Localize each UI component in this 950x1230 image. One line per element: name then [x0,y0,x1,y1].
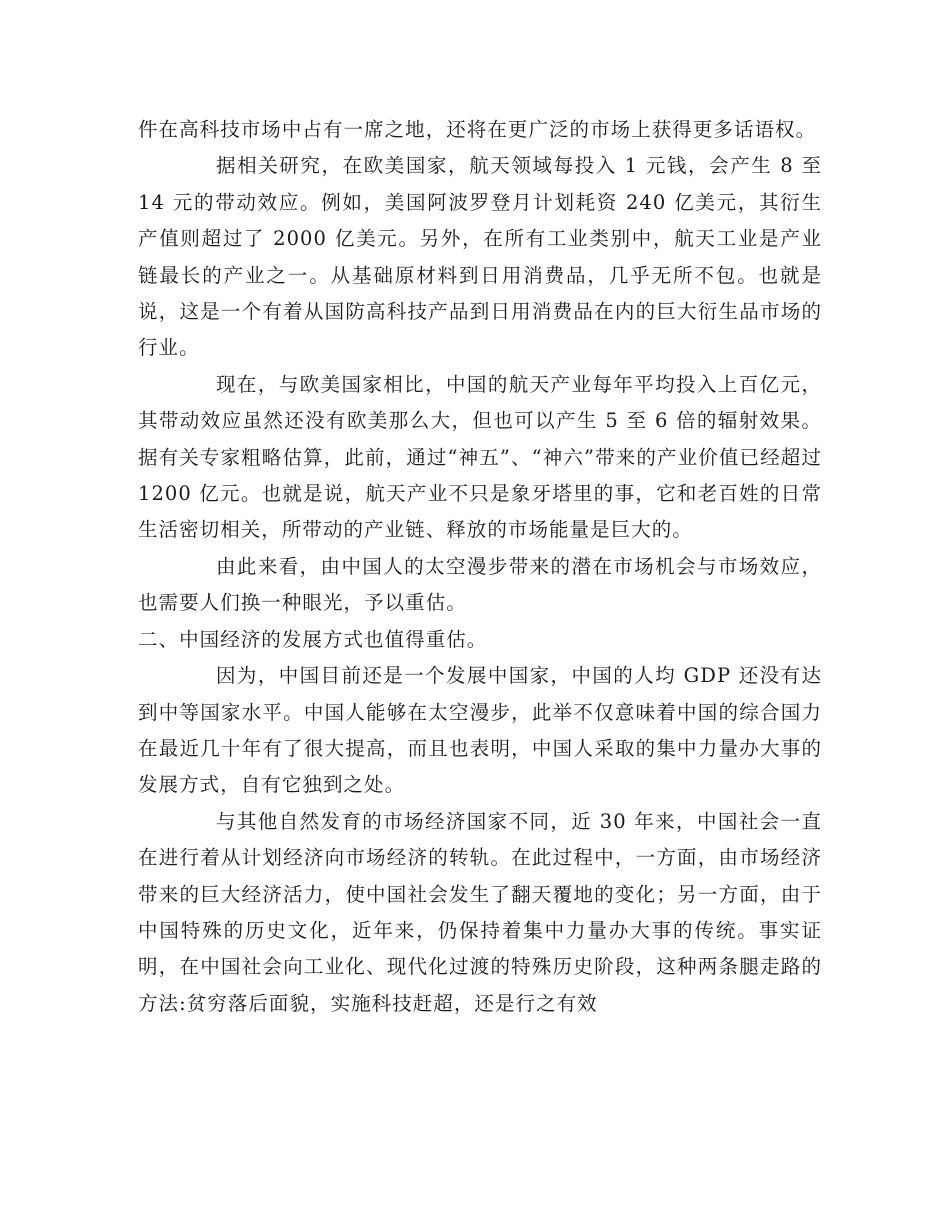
document-body [138,112,822,1022]
paragraph-continued: 件在高科技市场中占有一席之地，还将在更广泛的市场上获得更多话语权。 [138,118,817,141]
paragraph-investment-effect: 据相关研究，在欧美国家，航天领域每投入 1 元钱，会产生 8 至 14 元的带动效应。例如，美国阿波罗登月计划耗资 240 亿美元，其衍生产值则超过了 2000 亿美元。另外，在所有工业类别中，航天工业是产业链最长的产业之一。从基础原材料到日用消费品，几乎无所不包。也就是说，这是一个有着从国防高科技产品到日用消费品在内的巨大衍生品市场的行业。 [138,154,822,360]
paragraph-market-reassessment: 由此来看，由中国人的太空漫步带来的潜在市场机会与市场效应，也需要人们换一种眼光，予以重估。 [138,554,822,615]
paragraph-china-aerospace-value: 现在，与欧美国家相比，中国的航天产业每年平均投入上百亿元，其带动效应虽然还没有欧美那么大，但也可以产生 5 至 6 倍的辐射效果。据有关专家粗略估算，此前，通过“神五”、“神六”带来的产业价值已经超过 1200 亿元。也就是说，航天产业不只是象牙塔里的事，它和老百姓的日常生活密切相关，所带动的产业链、释放的市场能量是巨大的。 [138,372,822,542]
paragraph-economic-transition: 与其他自然发育的市场经济国家不同，近 30 年来，中国社会一直在进行着从计划经济向市场经济的转轨。在此过程中，一方面，由市场经济带来的巨大经济活力，使中国社会发生了翻天覆地的变化；另一方面，由于中国特殊的历史文化，近年来，仍保持着集中力量办大事的传统。事实证明，在中国社会向工业化、现代化过渡的特殊历史阶段，这种两条腿走路的方法:贫穷落后面貌，实施科技赶超，还是行之有效 [138,809,822,1015]
paragraph-development-mode: 因为，中国目前还是一个发展中国家，中国的人均 GDP 还没有达到中等国家水平。中国人能够在太空漫步，此举不仅意味着中国的综合国力在最近几十年有了很大提高，而且也表明，中国人采取的集中力量办大事的发展方式，自有它独到之处。 [138,664,822,797]
section-heading: 二、中国经济的发展方式也值得重估。 [138,627,488,651]
